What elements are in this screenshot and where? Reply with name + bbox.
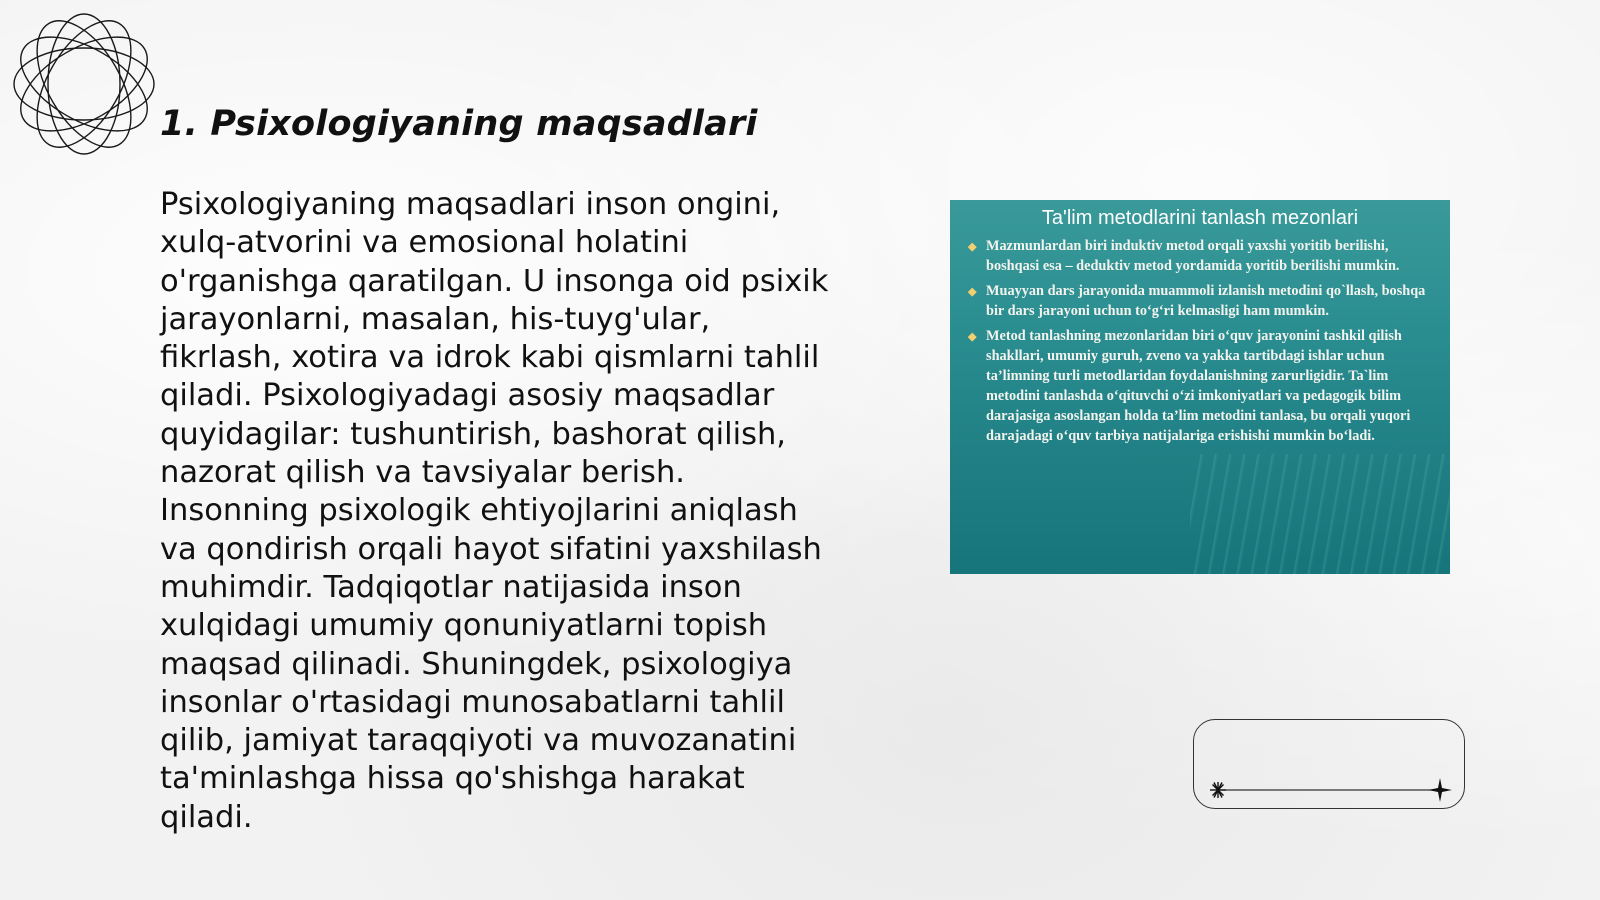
- slide-title: 1. Psixologiyaning maqsadlari: [160, 104, 758, 144]
- embedded-slide-heading: Ta'lim metodlarini tanlash mezonlari: [1041, 207, 1359, 229]
- wave-decoration: [1190, 454, 1450, 574]
- diamond-bullet-icon: ◆: [968, 286, 977, 298]
- bullet-text: Metod tanlashning mezonlaridan biri o‘quv jarayonini tashkil qilish shakllari, umumiy guruh, zveno va yakka tartibdagi ishlar uchun ta’limning turli metodlaridan foydalanishning zarurligidir. Ta`lim metodini tanlashda o‘qituvchi o‘zi imkoniyatlari va pedagogik bilim darajasiga asoslangan holda ta’lim metodini tanlasa, bu orqali yuqori darajadagi o‘quv tarbiya natijalariga erishishi mumkin bo‘ladi.: [986, 328, 1411, 444]
- embedded-slide-image: [950, 200, 1450, 574]
- list-item: [968, 281, 1432, 321]
- bullet-text: Muayyan dars jarayonida muammoli izlanish metodini qo`llash, boshqa bir dars jarayoni uchun to‘g‘ri kelmasligi ham mumkin.: [986, 283, 1426, 319]
- diamond-bullet-icon: ◆: [968, 241, 977, 253]
- diamond-bullet-icon: ◆: [968, 331, 977, 343]
- list-item: [968, 326, 1432, 446]
- embedded-bullet-list: [968, 236, 1432, 451]
- decorative-callout-box: [1193, 719, 1465, 809]
- rosette-logo-icon: [10, 10, 158, 158]
- callout-line: [1194, 720, 1466, 810]
- sparkle-icon: [1428, 778, 1452, 802]
- bullet-text: Mazmunlardan biri induktiv metod orqali yaxshi yoritib berilishi, boshqasi esa – deduktiv metod yordamida yoritib berilishi mumkin.: [986, 238, 1400, 274]
- list-item: [968, 236, 1432, 276]
- slide-body-text: Psixologiyaning maqsadlari inson ongini, xulq-atvorini va emosional holatini o'rganishga qaratilgan. U insonga oid psixik jarayonlarni, masalan, his-tuyg'ular, fikrlash, xotira va idrok kabi qismlarni tahlil qiladi. Psixologiyadagi asosiy maqsadlar quyidagilar: tushuntirish, bashorat qilish, nazorat qilish va tavsiyalar berish. Insonning psixologik ehtiyojlarini aniqlash va qondirish orqali hayot sifatini yaxshilash muhimdir. Tadqiqotlar natijasida inson xulqidagi umumiy qonuniyatlarni topish maqsad qilinadi. Shuningdek, psixologiya insonlar o'rtasidagi munosabatlarni tahlil qilib, jamiyat taraqqiyoti va muvozanatini ta'minlashga hissa qo'shishga harakat qiladi.: [160, 187, 829, 835]
- starburst-icon: [1210, 782, 1226, 798]
